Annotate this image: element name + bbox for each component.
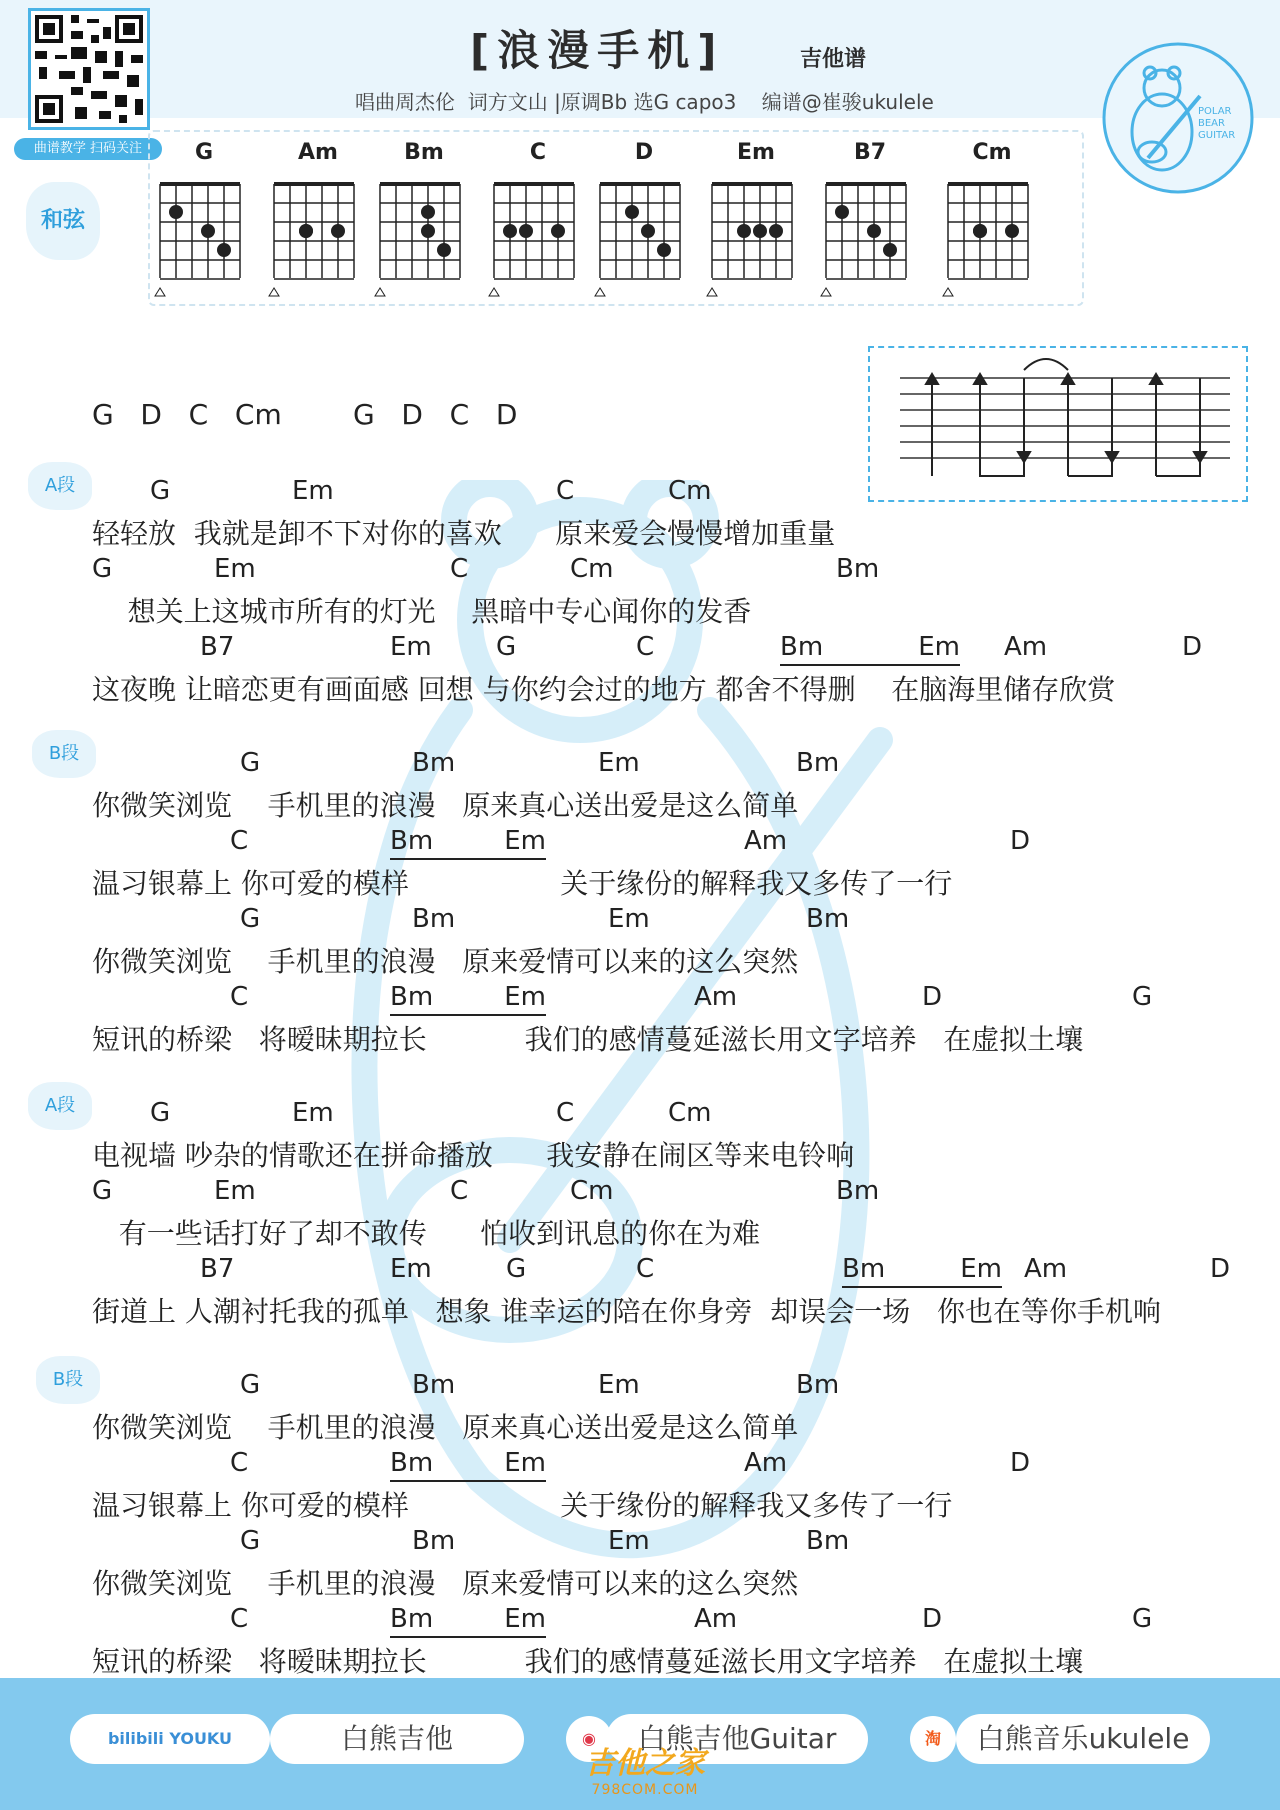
chord-diagram	[370, 140, 478, 310]
chord: Bm	[806, 904, 850, 934]
platform-badges[interactable]	[70, 1714, 270, 1764]
lyric-line: 街道上 人潮衬托我的孤单 想象 谁幸运的陪在你身旁 却误会一场 你也在等你手机响	[92, 1295, 1162, 1328]
chord: Bm	[842, 1254, 886, 1284]
chord: B7	[200, 1254, 235, 1284]
intro-chords: G D C Cm G D C D	[92, 398, 518, 431]
chord-diagram-name: Am	[298, 140, 338, 165]
chord-diagram-name: D	[634, 140, 654, 165]
lyric-line: 你微笑浏览 手机里的浪漫 原来真心送出爱是这么简单	[92, 1411, 799, 1444]
chord: C	[230, 1448, 249, 1478]
section-tag-b2: B段	[36, 1356, 100, 1404]
lyric-line: 这夜晚 让暗恋更有画面感 回想 与你约会过的地方 都舍不得删 在脑海里储存欣赏	[92, 673, 1116, 706]
chord: Em	[598, 1370, 640, 1400]
chord-diagram-name: G	[194, 140, 214, 165]
weibo-icon: ◉	[566, 1716, 612, 1762]
chord: Em	[918, 632, 960, 662]
watermark-main: 吉他之家	[585, 1746, 705, 1781]
chord: G	[240, 748, 261, 778]
sheet-type: 吉他谱	[800, 47, 867, 72]
chord-diagram	[150, 140, 258, 310]
chord: G	[240, 904, 261, 934]
chord: G	[1132, 982, 1153, 1012]
chord: C	[556, 1098, 575, 1128]
chord: G	[150, 476, 171, 506]
chord: Bm	[390, 826, 434, 856]
chord: Cm	[570, 1176, 614, 1206]
chord-diagram	[702, 140, 810, 310]
polar-bear-logo	[1100, 40, 1256, 196]
chord: Em	[608, 1526, 650, 1556]
chord-diagram-name: Cm	[972, 140, 1012, 165]
chord: C	[230, 826, 249, 856]
chord: Em	[292, 476, 334, 506]
channel-2-label: 白熊吉他Guitar	[637, 1722, 837, 1755]
lyric-line: 有一些话打好了却不敢传 怕收到讯息的你在为难	[92, 1217, 761, 1250]
qr-code[interactable]	[28, 8, 150, 130]
chord: Cm	[570, 554, 614, 584]
channel-1-label: 白熊吉他	[340, 1722, 453, 1755]
chord: Cm	[668, 476, 712, 506]
chord: Bm	[796, 1370, 840, 1400]
logo-text-3: GUITAR	[1198, 130, 1236, 141]
chord: Am	[1024, 1254, 1068, 1284]
chord: Bm	[806, 1526, 850, 1556]
channel-link-1[interactable]	[270, 1714, 524, 1764]
section-tag-b1: B段	[32, 730, 96, 778]
watermark-sub: 798COM.COM	[591, 1782, 699, 1798]
site-watermark	[565, 1738, 725, 1798]
lyric-line: 想关上这城市所有的灯光 黑暗中专心闻你的发香	[92, 595, 752, 628]
chord: B7	[200, 632, 235, 662]
chord: G	[240, 1370, 261, 1400]
chord: Em	[390, 632, 432, 662]
chord: Bm	[390, 982, 434, 1012]
chord-diagram	[590, 140, 698, 310]
chord: Bm	[796, 748, 840, 778]
chord: G	[92, 554, 113, 584]
chord: Bm	[412, 1370, 456, 1400]
channel-3-label: 白熊音乐ukulele	[976, 1722, 1190, 1755]
chord: Am	[694, 982, 738, 1012]
chord: Em	[504, 1448, 546, 1478]
chord-diagram-name: Em	[737, 140, 775, 165]
chord: D	[1010, 1448, 1031, 1478]
logo-text-2: BEAR	[1198, 118, 1225, 129]
chord: G	[240, 1526, 261, 1556]
chord: Em	[214, 554, 256, 584]
chord: Em	[504, 1604, 546, 1634]
lyric-line: 短讯的桥梁 将暧昧期拉长 我们的感情蔓延滋长用文字培养 在虚拟土壤	[92, 1023, 1084, 1056]
chord: Bm	[412, 748, 456, 778]
chord: C	[450, 1176, 469, 1206]
chord: Em	[608, 904, 650, 934]
chord-diagram	[484, 140, 592, 310]
platforms-label: bilibili YOUKU	[107, 1729, 233, 1748]
chord: G	[1132, 1604, 1153, 1634]
chord	[390, 982, 546, 1016]
chord-section-label: 和弦	[26, 182, 100, 260]
chord	[390, 1448, 546, 1482]
chord-diagram	[938, 140, 1046, 310]
chord: Em	[504, 982, 546, 1012]
chord: G	[150, 1098, 171, 1128]
chord: Bm	[390, 1448, 434, 1478]
chord: Am	[744, 1448, 788, 1478]
chord	[842, 1254, 1002, 1288]
chord: Bm	[390, 1604, 434, 1634]
strum-pattern	[868, 346, 1248, 502]
chord	[390, 826, 546, 860]
chord: Em	[390, 1254, 432, 1284]
lyric-line: 你微笑浏览 手机里的浪漫 原来爱情可以来的这么突然	[92, 945, 799, 978]
chord: D	[1182, 632, 1203, 662]
chord: Em	[504, 826, 546, 856]
song-credits: 唱曲周杰伦 词方文山 |原调Bb 选G capo3 编谱@崔骏ukulele	[355, 90, 934, 114]
chord: D	[1010, 826, 1031, 856]
chord: Em	[214, 1176, 256, 1206]
lyric-line: 轻轻放 我就是卸不下对你的喜欢 原来爱会慢慢增加重量	[92, 517, 836, 550]
chord: C	[450, 554, 469, 584]
lyric-line: 电视墙 吵杂的情歌还在拼命播放 我安静在闹区等来电铃响	[92, 1139, 855, 1172]
lyric-line: 短讯的桥梁 将暧昧期拉长 我们的感情蔓延滋长用文字培养 在虚拟土壤	[92, 1645, 1084, 1678]
song-title: [浪漫手机]	[470, 26, 725, 75]
lyric-line: 你微笑浏览 手机里的浪漫 原来真心送出爱是这么简单	[92, 789, 799, 822]
chord: Am	[1004, 632, 1048, 662]
chord: G	[496, 632, 517, 662]
chord-diagram	[264, 140, 372, 310]
chord: Bm	[836, 554, 880, 584]
chord: Bm	[780, 632, 824, 662]
chord: Em	[960, 1254, 1002, 1284]
channel-link-3[interactable]	[956, 1714, 1210, 1764]
chord: G	[506, 1254, 527, 1284]
chord-diagram-name: B7	[853, 140, 887, 165]
chord: C	[230, 1604, 249, 1634]
chord-diagram-name: C	[529, 140, 547, 165]
chord: C	[636, 1254, 655, 1284]
chord: Am	[744, 826, 788, 856]
section-tag-a2: A段	[28, 1082, 92, 1130]
chord-diagram-name: Bm	[404, 140, 444, 165]
chord: Bm	[412, 1526, 456, 1556]
chord-diagram	[816, 140, 924, 310]
lyric-line: 温习银幕上 你可爱的模样 关于缘份的解释我又多传了一行	[92, 867, 953, 900]
chord: C	[556, 476, 575, 506]
chord: C	[636, 632, 655, 662]
lyric-line: 温习银幕上 你可爱的模样 关于缘份的解释我又多传了一行	[92, 1489, 953, 1522]
qr-caption: 曲谱教学 扫码关注	[14, 138, 162, 160]
chord: C	[230, 982, 249, 1012]
chord	[390, 1604, 546, 1638]
chord: Bm	[412, 904, 456, 934]
chord: Em	[292, 1098, 334, 1128]
chord: Am	[694, 1604, 738, 1634]
section-tag-a1: A段	[28, 462, 92, 510]
taobao-icon: 淘	[910, 1716, 956, 1762]
lyric-line: 你微笑浏览 手机里的浪漫 原来爱情可以来的这么突然	[92, 1567, 799, 1600]
chord: Cm	[668, 1098, 712, 1128]
chord: D	[1210, 1254, 1231, 1284]
chord: Em	[598, 748, 640, 778]
chord: D	[922, 982, 943, 1012]
chord: D	[922, 1604, 943, 1634]
chord: G	[92, 1176, 113, 1206]
logo-text-1: POLAR	[1198, 106, 1232, 117]
chord	[780, 632, 960, 666]
chord: Bm	[836, 1176, 880, 1206]
